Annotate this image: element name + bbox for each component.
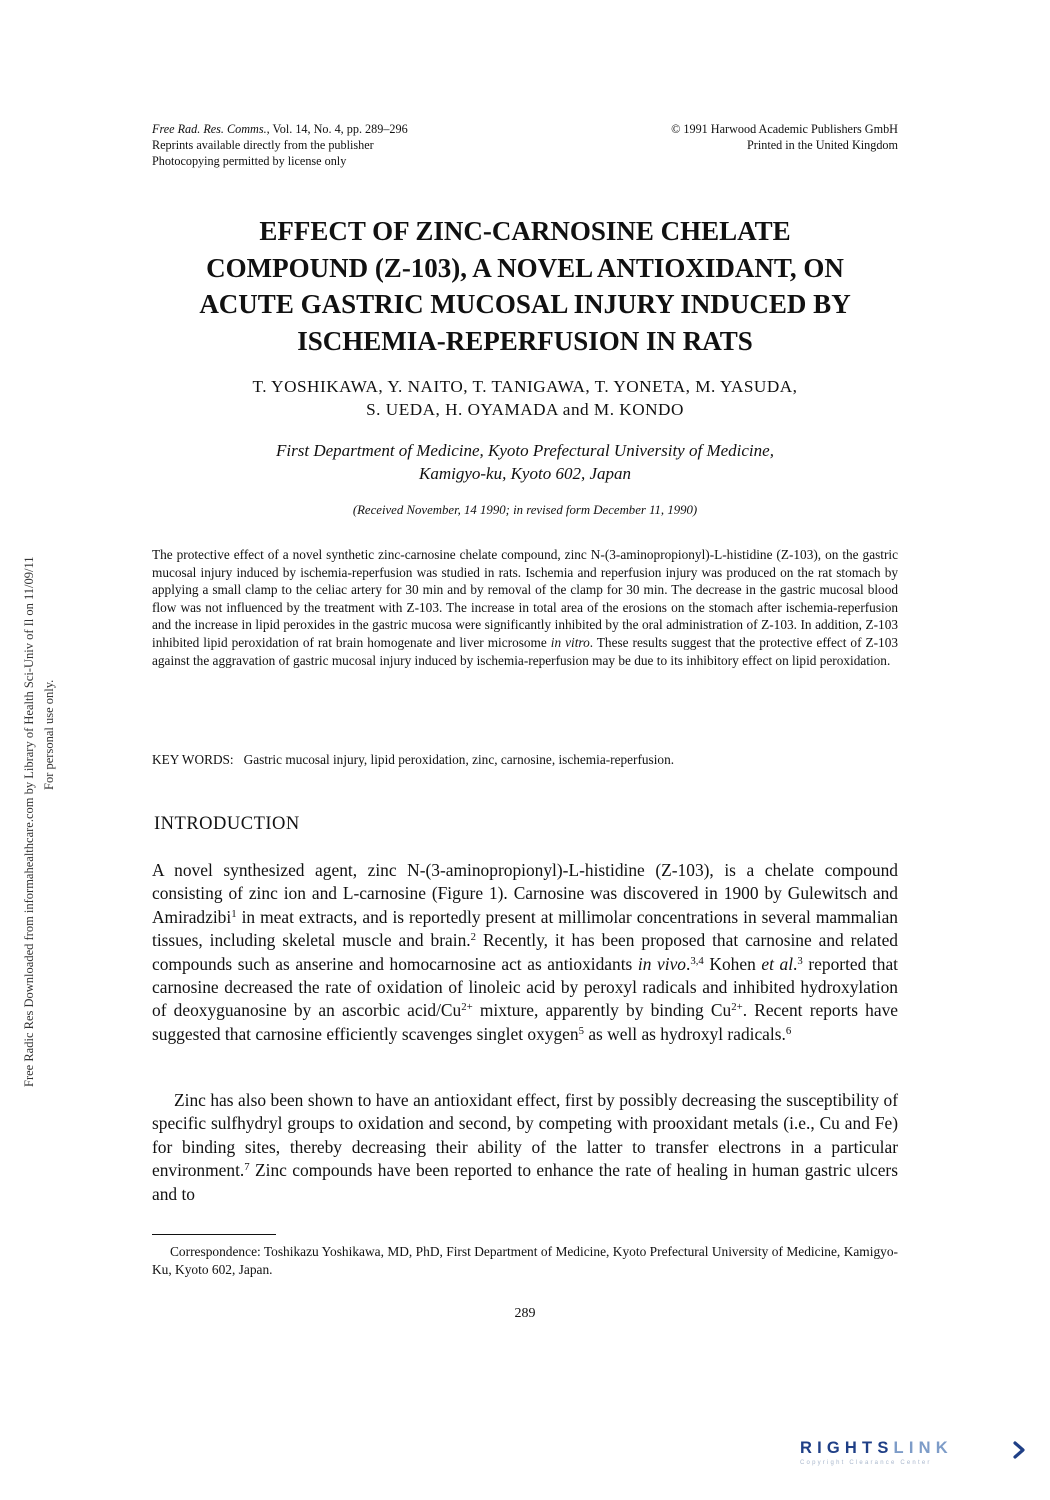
reference-marker: 3 <box>797 954 803 967</box>
abstract-text: . These results suggest that the protective effect of Z-103 against the aggravation of gastric mucosal injury induced by ischemia-reperfusion may be due to its inhibitory effect on lipid peroxidation. <box>152 634 898 668</box>
author-line: T. YOSHIKAWA, Y. NAITO, T. TANIGAWA, T. YONETA, M. YASUDA, <box>252 377 798 396</box>
personal-use-notice: For personal use only. <box>42 679 56 790</box>
rightslink-wordmark <box>800 1439 1030 1458</box>
text-run: . <box>686 953 691 974</box>
reference-marker: 2 <box>470 931 477 944</box>
title-line: COMPOUND (Z-103), A NOVEL ANTIOXIDANT, ON <box>206 252 844 283</box>
title-line: ISCHEMIA-REPERFUSION IN RATS <box>297 325 753 356</box>
journal-header <box>152 121 408 169</box>
download-notice: Free Radic Res Downloaded from informahealthcare.com by Library of Health Sci-Univ of Il on 11/09/11 <box>22 556 36 1087</box>
text-run: in meat extracts, and is reportedly present at millimolar concentrations in several mammalian tissues, including skeletal muscle and brain. <box>152 906 898 951</box>
author-line: S. UEDA, H. OYAMADA and M. KONDO <box>366 400 684 419</box>
abstract <box>152 546 898 669</box>
text-run: Kohen <box>703 953 762 974</box>
citation-line <box>152 121 408 137</box>
page-number: 289 <box>514 1306 536 1321</box>
text-run: mixture, apparently by binding Cu <box>472 1000 732 1021</box>
rightslink-rights: RIGHTS <box>800 1439 894 1457</box>
author-list <box>150 375 900 421</box>
charge-superscript: 2+ <box>461 1001 473 1014</box>
printed-line: Printed in the United Kingdom <box>747 138 898 152</box>
article-title <box>150 213 900 359</box>
text-run: Zinc has also been shown to have an antioxidant effect, first by possibly decreasing the susceptibility of specific sulfhydryl groups to oxidation and second, by competing with prooxidant metals (i.e., Cu and Fe) for binding sites, thereby decreasing their ability of the latter to transfer electrons in a particular environment. <box>152 1090 898 1181</box>
text-run: Recently, it has been proposed that carnosine and related compounds such as anserine and homocarnosine act as antioxidants <box>152 930 898 974</box>
correspondence-footnote: Correspondence: Toshikazu Yoshikawa, MD, PhD, First Department of Medicine, Kyoto Prefectural University of Medicine, Kamigyo-Ku, Kyoto 602, Japan. <box>152 1244 898 1277</box>
reference-marker: 6 <box>785 1024 792 1037</box>
reference-marker: 1 <box>231 907 237 920</box>
text-run: . <box>793 953 798 974</box>
intro-paragraph-1 <box>152 859 898 1046</box>
reference-marker: 3,4 <box>690 954 704 967</box>
text-run: Zinc compounds have been reported to enhance the rate of healing in human gastric ulcers and to <box>152 1160 898 1204</box>
rightslink-logo[interactable] <box>800 1439 1030 1479</box>
reference-marker: 7 <box>244 1161 250 1174</box>
received-dates: (Received November, 14 1990; in revised form December 11, 1990) <box>352 503 698 517</box>
abstract-italic: in vitro <box>550 634 590 650</box>
footnote-divider <box>152 1234 276 1235</box>
rightslink-tagline: Copyright Clearance Center <box>800 1460 932 1466</box>
charge-superscript: 2+ <box>731 1001 743 1014</box>
section-heading-introduction: INTRODUCTION <box>154 814 300 834</box>
reprints-note: Reprints available directly from the publisher <box>152 138 374 152</box>
affiliation-line: First Department of Medicine, Kyoto Prefectural University of Medicine, <box>276 441 774 460</box>
keywords-label: KEY WORDS: <box>152 752 234 767</box>
title-line: EFFECT OF ZINC-CARNOSINE CHELATE <box>259 216 791 246</box>
journal-name: Free Rad. Res. Comms. <box>152 122 267 136</box>
affiliation <box>150 439 900 485</box>
volume-pages: , Vol. 14, No. 4, pp. 289–296 <box>266 122 408 136</box>
text-run: as well as hydroxyl radicals. <box>583 1023 786 1044</box>
text-run: reported that carnosine decreased the rate of oxidation of linoleic acid by peroxyl radicals and inhibited hydroxylation of deoxyguanosine by an ascorbic acid/Cu <box>152 953 898 1021</box>
copyright-line: © 1991 Harwood Academic Publishers GmbH <box>671 122 898 136</box>
italic-term: in vivo <box>637 953 686 974</box>
intro-paragraph-2 <box>152 1089 898 1206</box>
reference-marker: 5 <box>578 1024 584 1037</box>
keywords <box>152 752 898 768</box>
text-run: A novel synthesized agent, zinc N-(3-aminopropionyl)-L-histidine (Z-103), is a chelate compound consisting of zinc ion and L-carnosine (Figure 1). Carnosine was discovered in 1900 by Gulewitsch and Amiradzibi <box>152 860 898 927</box>
affiliation-line: Kamigyo-ku, Kyoto 602, Japan <box>419 464 631 483</box>
abstract-text: The protective effect of a novel synthetic zinc-carnosine chelate compound, zinc N-(3-aminopropionyl)-L-histidine (Z-103), on the gastric mucosal injury induced by ischemia-reperfusion was studied in rats. Ischemia and reperfusion injury was produced on the rat stomach by applying a small clamp to the celiac artery for 30 min and by removal of the clamp for 30 min. The decrease in the gastric mucosal blood flow was not influenced by the treatment with Z-103. The increase in total area of the erosions on the stomach after ischemia-reperfusion and the increase in lipid peroxides in the gastric mucosa were significantly inhibited by the oral administration of Z-103. In addition, Z-103 inhibited lipid peroxidation of rat brain homogenate and liver microsome <box>152 547 898 650</box>
title-line: ACUTE GASTRIC MUCOSAL INJURY INDUCED BY <box>199 289 851 319</box>
photocopy-note: Photocopying permitted by license only <box>152 154 347 168</box>
chevron-right-icon <box>1011 1441 1029 1459</box>
rightslink-link: LINK <box>893 1439 953 1457</box>
download-watermark <box>22 0 62 1500</box>
keywords-text: Gastric mucosal injury, lipid peroxidation, zinc, carnosine, ischemia-reperfusion. <box>243 752 675 767</box>
publisher-header <box>671 121 898 153</box>
text-run: . Recent reports have suggested that carnosine efficiently scavenges singlet oxygen <box>152 1000 898 1044</box>
italic-term: et al <box>761 953 794 974</box>
